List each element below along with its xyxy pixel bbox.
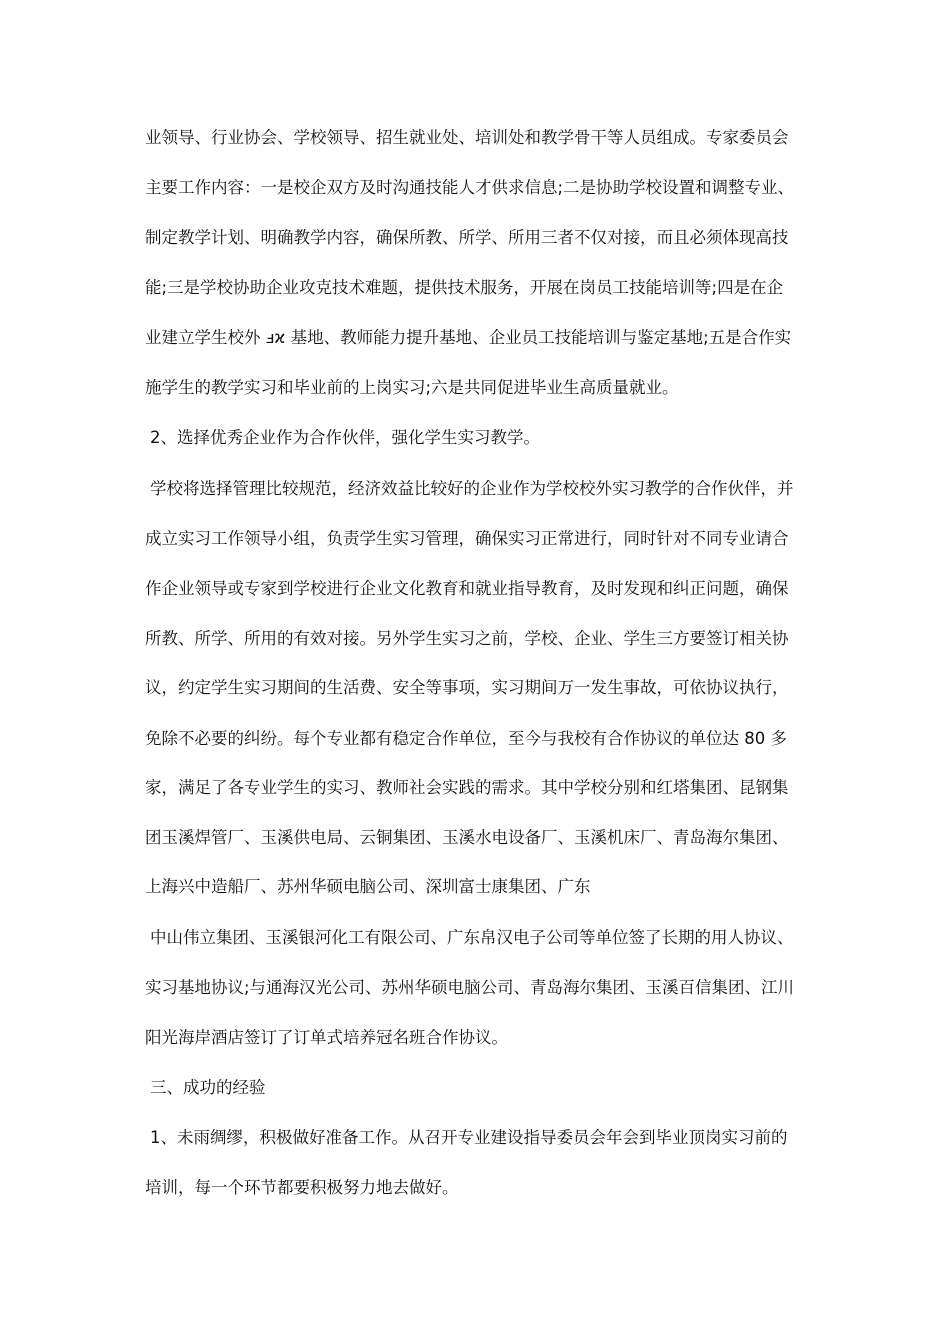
paragraph-line: 免除不必要的纠纷。每个专业都有稳定合作单位，至今与我校有合作协议的单位达 80 多 [145,729,787,748]
paragraph-line: 主要工作内容：一是校企双方及时沟通技能人才供求信息;二是协助学校设置和调整专业、 [145,178,795,197]
paragraph-line: 施学生的教学实习和毕业前的上岗实习;六是共同促进毕业生高质量就业。 [145,378,679,397]
paragraph-line: 业建立学生校外 ⅎϰ 基地、教师能力提升基地、企业员工技能培训与鉴定基地;五是合作实 [145,328,792,347]
paragraph-line: 实习基地协议;与通海汉光公司、苏州华硕电脑公司、青岛海尔集团、玉溪百信集团、江川 [145,978,795,997]
paragraph-line: 阳光海岸酒店签订了订单式培养冠名班合作协议。 [145,1028,508,1047]
paragraph-line: 议，约定学生实习期间的生活费、安全等事项，实习期间万一发生事故，可依协议执行， [145,678,789,697]
paragraph-line: 学校将选择管理比较规范，经济效益比较好的企业作为学校校外实习教学的合作伙伴，并 [150,479,794,498]
paragraph-line: 能;三是学校协助企业攻克技术难题，提供技术服务，开展在岗员工技能培训等;四是在企 [145,278,784,297]
paragraph-line: 作企业领导或专家到学校进行企业文化教育和就业指导教育，及时发现和纠正问题，确保 [145,579,789,598]
paragraph-line: 所教、所学、所用的有效对接。另外学生实习之前，学校、企业、学生三方要签订相关协 [145,629,789,648]
paragraph-line: 成立实习工作领导小组，负责学生实习管理，确保实习正常进行，同时针对不同专业请合 [145,529,789,548]
paragraph-line: 团玉溪焊管厂、玉溪供电局、云铜集团、玉溪水电设备厂、玉溪机床厂、青岛海尔集团、 [145,828,789,847]
paragraph-line: 业领导、行业协会、学校领导、招生就业处、培训处和教学骨干等人员组成。专家委员会 [145,128,789,147]
paragraph-line: 中山伟立集团、玉溪银河化工有限公司、广东帛汉电子公司等单位签了长期的用人协议、 [150,928,794,947]
section-heading: 三、成功的经验 [150,1078,266,1097]
paragraph-line: 上海兴中造船厂、苏州华硕电脑公司、深圳富士康集团、广东 [145,877,591,896]
paragraph-line: 1、未雨绸缪，积极做好准备工作。从召开专业建设指导委员会年会到毕业顶岗实习前的 [150,1128,788,1147]
paragraph-line: 培训，每一个环节都要积极努力地去做好。 [145,1178,459,1197]
paragraph-line: 家，满足了各专业学生的实习、教师社会实践的需求。其中学校分别和红塔集团、昆钢集 [145,778,789,797]
section-heading: 2、选择优秀企业作为合作伙伴，强化学生实习教学。 [150,428,540,447]
paragraph-line: 制定教学计划、明确教学内容，确保所教、所学、所用三者不仅对接，而且必须体现高技 [145,228,789,247]
